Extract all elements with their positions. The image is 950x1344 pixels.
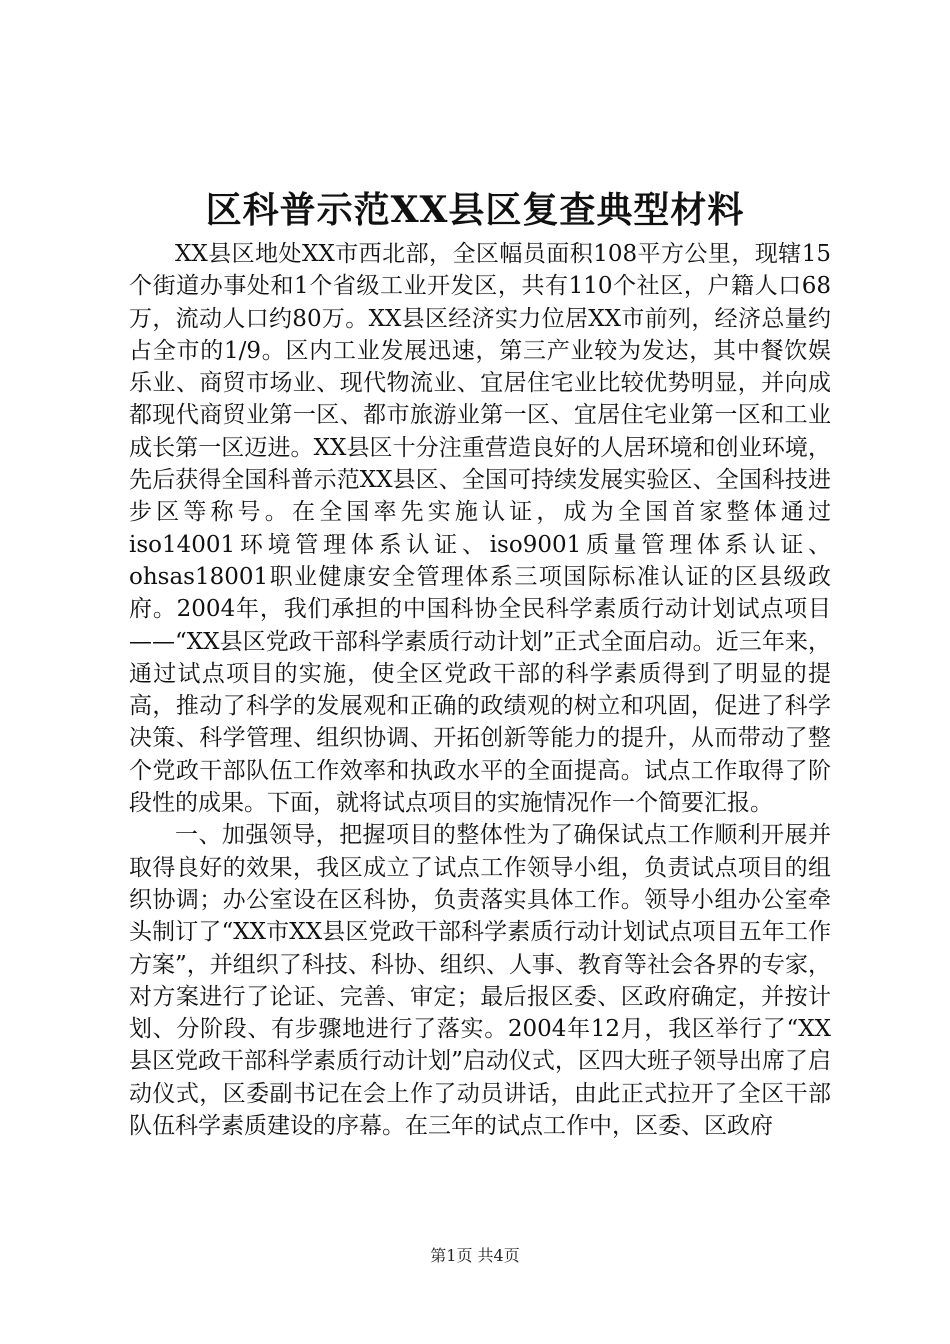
page-number: 第1页 共4页 — [430, 1246, 520, 1265]
document-body — [129, 238, 831, 1142]
paragraph: XX县区地处XX市西北部，全区幅员面积108平方公里，现辖15个街道办事处和1个省级工业开发区，共有110个社区，户籍人口68万，流动人口约80万。XX县区经济实力位居XX市前列，经济总量约占全市的1/9。区内工业发展迅速，第三产业较为发达，其中餐饮娱乐业、商贸市场业、现代物流业、宜居住宅业比较优势明显，并向成都现代商贸业第一区、都市旅游业第一区、宜居住宅业第一区和工业成长第一区迈进。XX县区十分注重营造良好的人居环境和创业环境，先后获得全国科普示范XX县区、全国可持续发展实验区、全国科技进步区等称号。在全国率先实施认证，成为全国首家整体通过iso14001环境管理体系认证、iso9001质量管理体系认证、ohsas18001职业健康安全管理体系三项国际标准认证的区县级政府。2004年，我们承担的中国科协全民科学素质行动计划试点项目——“XX县区党政干部科学素质行动计划”正式全面启动。近三年来，通过试点项目的实施，使全区党政干部的科学素质得到了明显的提高，推动了科学的发展观和正确的政绩观的树立和巩固，促进了科学决策、科学管理、组织协调、开拓创新等能力的提升，从而带动了整个党政干部队伍工作效率和执政水平的全面提高。试点工作取得了阶段性的成果。下面，就将试点项目的实施情况作一个简要汇报。 — [129, 241, 831, 817]
paragraph: 一、加强领导，把握项目的整体性为了确保试点工作顺利开展并取得良好的效果，我区成立了试点工作领导小组，负责试点项目的组织协调；办公室设在区科协，负责落实具体工作。领导小组办公室牵头制订了“XX市XX县区党政干部科学素质行动计划试点项目五年工作方案”，并组织了科技、科协、组织、人事、教育等社会各界的专家，对方案进行了论证、完善、审定；最后报区委、区政府确定，并按计划、分阶段、有步骤地进行了落实。2004年12月，我区举行了“XX县区党政干部科学素质行动计划”启动仪式，区四大班子领导出席了启动仪式，区委副书记在会上作了动员讲话，由此正式拉开了全区干部队伍科学素质建设的序幕。在三年的试点工作中，区委、区政府 — [129, 822, 831, 1140]
document-title: 区科普示范XX县区复查典型材料 — [205, 189, 745, 231]
